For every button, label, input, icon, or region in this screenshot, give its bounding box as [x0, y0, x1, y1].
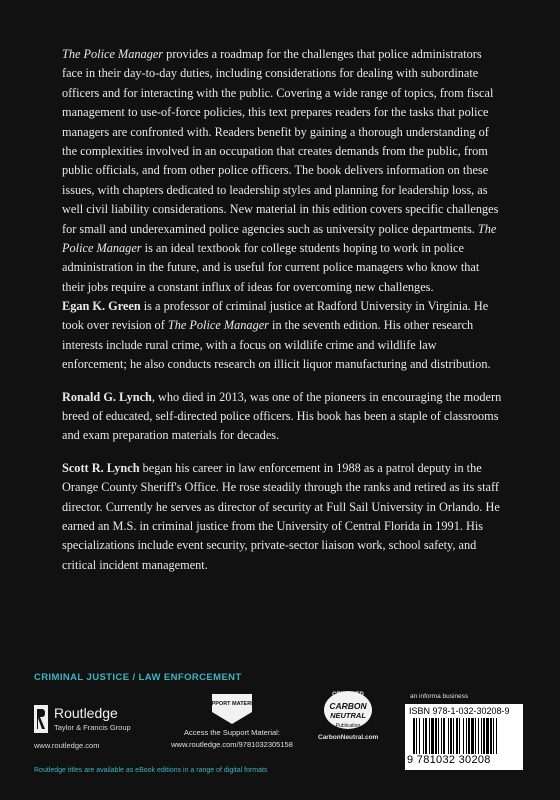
book-title-italic-2: The Police Manager — [62, 221, 497, 256]
ebook-note: Routledge titles are available as eBook editions in a range of digital formats — [34, 767, 268, 774]
carbon-bottom-text: Publication — [335, 723, 361, 729]
bio-text: in the seventh edition. His other research interests include rural crime, with a focus on wildlife crime and wildlife law enforcement; he also conducts research on illicit liquor manufacturing and distribution. — [62, 318, 491, 372]
bio-egan-green — [62, 297, 502, 375]
barcode-bar — [435, 718, 437, 754]
book-title-italic: The Police Manager — [62, 47, 164, 61]
barcode-bar — [423, 718, 424, 754]
barcode-bar — [471, 718, 474, 754]
barcode-icon — [411, 718, 519, 754]
publisher-subtitle: Taylor & Francis Group — [54, 723, 131, 732]
author-bios — [62, 297, 502, 588]
carbon-top-text: CERTIFIED — [332, 692, 364, 698]
barcode-bar — [466, 718, 467, 754]
barcode-bar — [448, 718, 449, 754]
description-text-2: is an ideal textbook for college students hoping to work in police administration in the future, and is useful for current police managers who know that their jobs require a constant influx of ideas for overcoming new challenges. — [62, 241, 480, 294]
informa-note: an informa business — [410, 693, 469, 700]
bio-text: , who died in 2013, was one of the pioneers in encouraging the modern breed of educated, self-directed police officers. His book has been a staple of classrooms and exam preparation materials for decades. — [62, 389, 502, 443]
support-line-1: Access the Support Material: — [184, 728, 280, 737]
barcode-bar — [425, 718, 427, 754]
barcode-bar — [419, 718, 420, 754]
support-badge-text: SUPPORT MATERIAL — [203, 701, 261, 707]
publisher-url: www.routledge.com — [34, 741, 100, 750]
bio-scott-lynch — [62, 459, 502, 575]
support-url: www.routledge.com/9781032305158 — [171, 740, 293, 749]
routledge-logo — [34, 703, 154, 743]
barcode-bar — [468, 718, 470, 754]
support-material — [152, 690, 312, 750]
isbn-text: ISBN 978-1-032-30208-9 — [409, 706, 510, 716]
barcode-bar — [441, 718, 442, 754]
barcode-bar — [475, 718, 476, 754]
barcode-bar — [496, 718, 497, 754]
barcode-bar — [416, 718, 417, 754]
bio-ronald-lynch — [62, 388, 502, 446]
barcode-bar — [450, 718, 452, 754]
carbon-url: CarbonNeutral.com — [318, 734, 379, 741]
barcode-bar — [483, 718, 485, 754]
barcode-bar — [443, 718, 445, 754]
barcode-bar — [486, 718, 489, 754]
author-name: Egan K. Green — [62, 299, 141, 313]
book-description — [62, 45, 502, 297]
barcode-bar — [456, 718, 458, 754]
routledge-r-icon — [34, 705, 48, 733]
bio-book-title: The Police Manager — [167, 318, 269, 333]
isbn-barcode — [405, 704, 523, 770]
barcode-bar — [459, 718, 460, 754]
subject-category: CRIMINAL JUSTICE / LAW ENFORCEMENT — [34, 672, 242, 683]
barcode-bar — [413, 718, 415, 754]
author-name: Ronald G. Lynch — [62, 389, 152, 404]
barcode-bar — [453, 718, 454, 754]
publisher-name: Routledge — [54, 705, 118, 721]
barcode-bar — [478, 718, 479, 754]
carbon-neutral-icon — [320, 686, 376, 732]
barcode-bar — [438, 718, 439, 754]
support-material-badge-icon — [203, 690, 261, 726]
carbon-mid-text-2: NEUTRAL — [330, 711, 366, 720]
description-text-1: provides a roadmap for the challenges that police administrators face in their day-to-day duties, including considerations for dealing with subordinate officers and for interacting with the public. Covering a wide range of topics, from fiscal management to use-of-force policies, this text prepares readers for the tasks that police managers are confronted with. Readers benefit by gaining a thorough understanding of the complexities involved in an occupation that creates demands from the public, from public officials, and from other police officers. The book delivers information on these issues, with chapters dedicated to leadership styles and planning for leadership loss, as well civil liability considerations. New material in this edition covers specific challenges for small and underexamined police agencies such as university police departments. — [62, 47, 499, 236]
barcode-bar — [493, 718, 494, 754]
barcode-bar — [490, 718, 492, 754]
barcode-bar — [431, 718, 434, 754]
author-name: Scott R. Lynch — [62, 460, 140, 475]
barcode-bar — [429, 718, 430, 754]
bio-text: is a professor of criminal justice at Radford University in Virginia. He took over revision of — [62, 299, 489, 333]
barcode-bar — [481, 718, 482, 754]
carbon-neutral-logo — [318, 686, 378, 741]
carbon-mid-text: CARBON — [329, 701, 367, 711]
barcode-number: 9 781032 30208 — [407, 754, 491, 766]
barcode-bar — [463, 718, 464, 754]
bio-text: began his career in law enforcement in 1988 as a patrol deputy in the Orange County Sheriff's Office. He rose steadily through the ranks and retired as its staff director. Currently he serves as director of security at Full Sail University in Orlando. He earned an M.S. in criminal justice from the University of Central Florida in 1991. His specializations include event security, private-sector liaison work, school safety, and critical incident management. — [62, 460, 500, 572]
